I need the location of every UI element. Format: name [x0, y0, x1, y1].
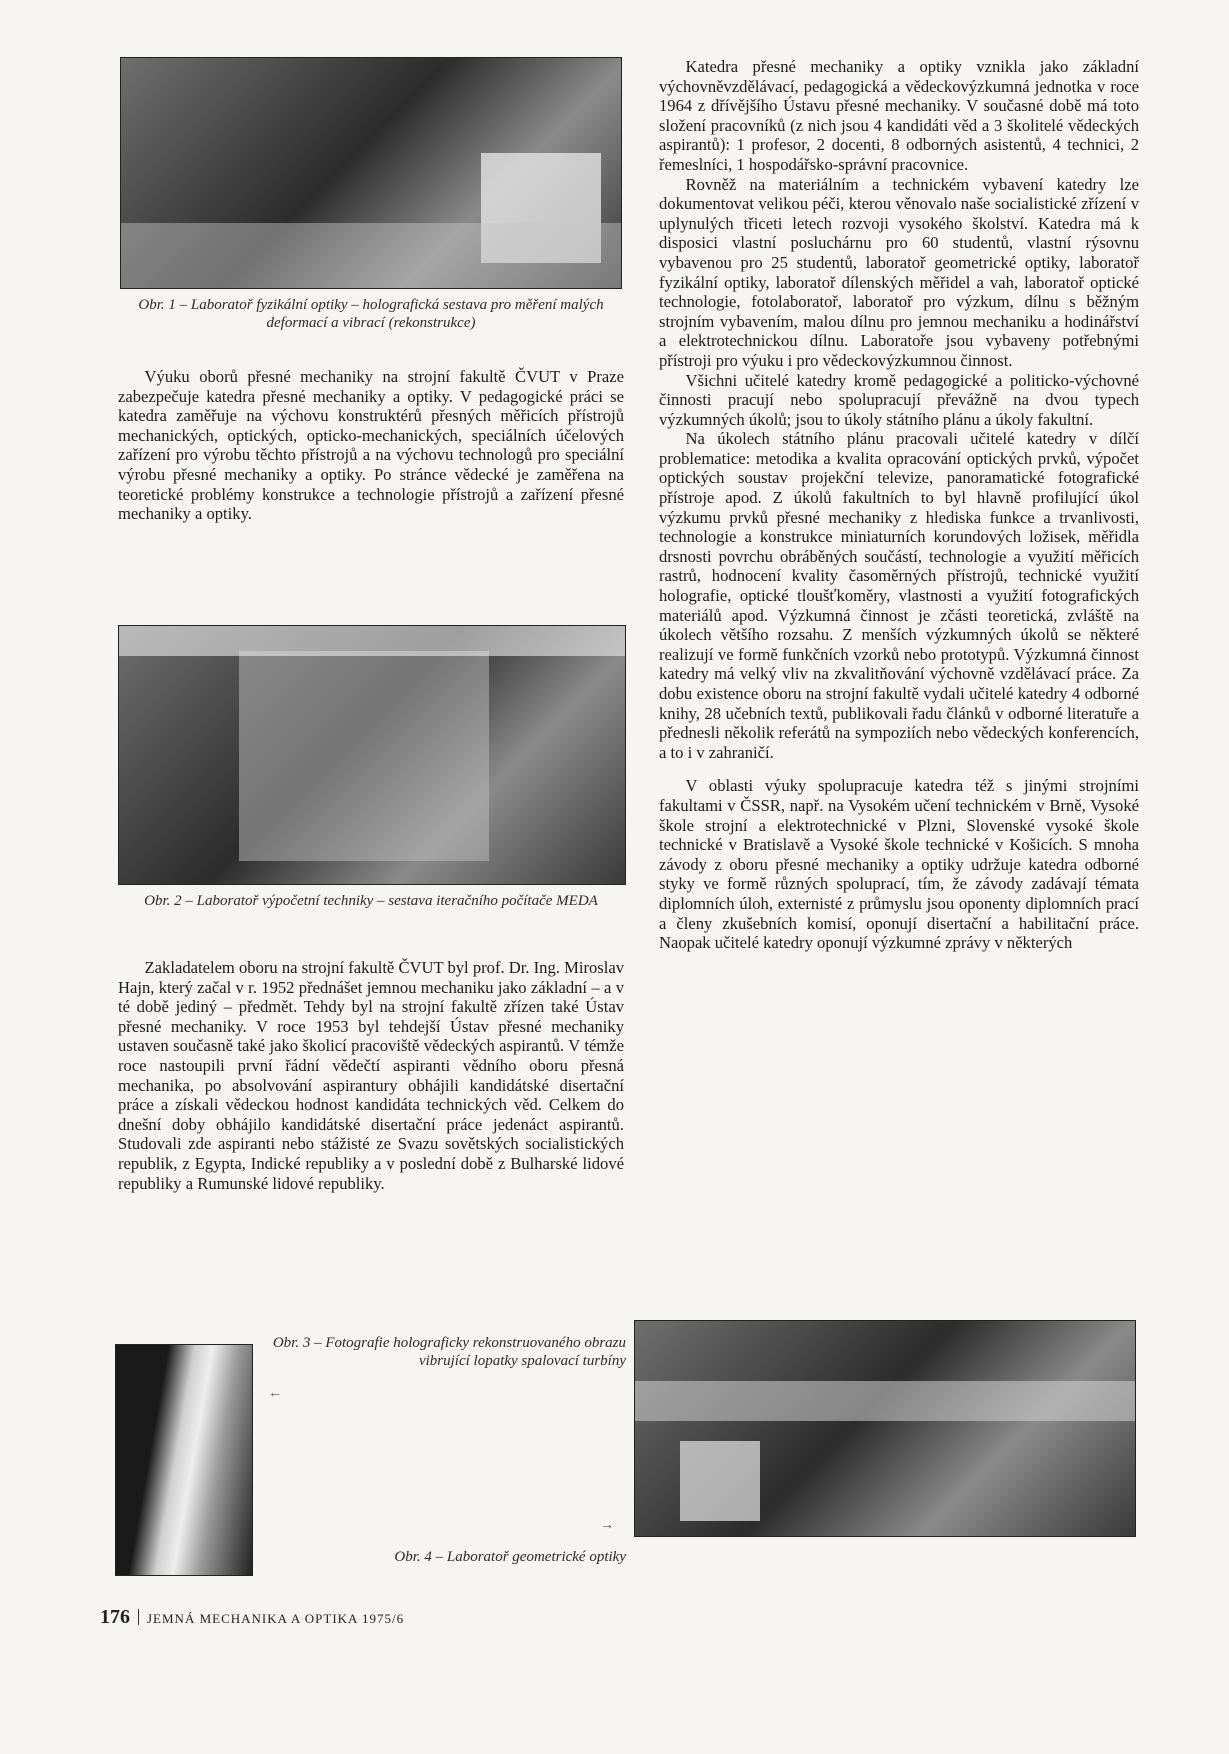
paragraph: V oblasti výuky spolupracuje katedra též s jinými strojními fakultami v ČSSR, např. na Vysokém učení technickém v Brně, Vysoké škole strojní a elektrotechnické v Plzni, Slovenské vysoké škole technické v Bratislavě a Vysoké škole technické v Košicích. S mnoha závody z oboru přesné mechaniky a optiky udržuje katedra odborné styky ve formě různých spoluprací, tím, že závody zadávají témata diplomních úloh, externisté z průmyslu jsou oponenty diplomních prací a členy zkušebních komisí, oponují disertační a habilitační práce. Naopak učitelé katedry oponují výzkumné zprávy v některých [659, 776, 1139, 953]
figure-3-caption: Obr. 3 – Fotografie holograficky rekonstruovaného obrazu vibrující lopatky spalovací turbíny [272, 1335, 626, 1369]
paragraph: Zakladatelem oboru na strojní fakultě ČVUT byl prof. Dr. Ing. Miroslav Hajn, který začal v r. 1952 přednášet jemnou mechaniku jako základní – a v té době jediný – předmět. Tehdy byl na strojní fakultě zřízen také Ústav přesné mechaniky. V roce 1953 byl tehdejší Ústav přesné mechaniky ustaven současně také jako školicí pracoviště vědeckých aspirantů. V témže roce nastoupili první řádní vědečtí aspiranti vědního oboru přesná mechanika, po absolvování aspirantury obhájili kandidátské disertační práce a získali vědeckou hodnost kandidáta technických věd. Celkem do dnešní doby obhájilo kandidátské disertační práce jedenáct aspirantů. Studovali zde aspiranti nebo stážisté ze Svazu sovětských socialistických republik, z Egypta, Indické republiky a v poslední době z Bulharské lidové republiky a Rumunské lidové republiky. [118, 958, 624, 1193]
left-column-top [118, 367, 624, 524]
figure-4-photo [634, 1320, 1136, 1537]
figure-3-photo [115, 1344, 253, 1576]
figure-1-caption: Obr. 1 – Laboratoř fyzikální optiky – holografická sestava pro měření malých deformací a vibrací (rekonstrukce) [138, 297, 604, 331]
page-number: 176 [100, 1606, 130, 1628]
left-arrow-icon: ← [268, 1386, 282, 1401]
paragraph: Všichni učitelé katedry kromě pedagogické a politicko-výchovné činnosti pracují nebo spolupracují převážně na dvou typech výzkumných úkolů; jsou to úkoly státního plánu a úkoly fakultní. [659, 370, 1139, 429]
figure-2-photo [118, 625, 626, 885]
left-column-bottom [118, 958, 624, 1193]
paragraph: Výuku oborů přesné mechaniky na strojní fakultě ČVUT v Praze zabezpečuje katedra přesné mechaniky a optiky. V pedagogické práci se katedra zaměřuje na výchovu konstruktérů přesných měřicích přístrojů mechanických, optických, opticko-mechanických, speciálních účelových zařízení pro výrobu těchto přístrojů a na výchovu technologů pro speciální výrobu přesné mechaniky a optiky. Po stránce vědecké je zaměřena na teoretické problémy konstrukce a technologie přístrojů a zařízení přesné mechaniky a optiky. [118, 367, 624, 524]
footer-divider [138, 1609, 139, 1625]
journal-title: JEMNÁ MECHANIKA A OPTIKA 1975/6 [147, 1611, 405, 1626]
figure-2-caption: Obr. 2 – Laboratoř výpočetní techniky – sestava iteračního počítače MEDA [144, 893, 598, 909]
figure-1-photo [120, 57, 622, 289]
paragraph: Katedra přesné mechaniky a optiky vznikla jako základní výchovněvzdělávací, pedagogická a vědeckovýzkumná jednotka v roce 1964 z dřívějšího Ústavu přesné mechaniky. V současné době má toto složení pracovníků (z nich jsou 4 kandidáti věd a 3 školitelé vědeckých aspirantů): 1 profesor, 2 docenti, 8 odborných asistentů, 4 technici, 2 řemeslníci, 1 hospodářsko-správní pracovnice. [659, 57, 1139, 174]
right-column [659, 57, 1139, 953]
paragraph: Rovněž na materiálním a technickém vybavení katedry lze dokumentovat velikou péči, kterou věnovalo naše socialistické zřízení v uplynulých třiceti letech rozvoji vysokého školství. Katedra má k disposici vlastní posluchárnu pro 60 studentů, vlastní rýsovnu vybavenou pro 25 studentů, laboratoř geometrické optiky, laboratoř fyzikální optiky, laboratoř dílenských měřidel a vah, laboratoř optické technologie, fotolaboratoř, laboratoř pro výzkum, dílnu s běžným strojním vybavením, malou dílnu pro jemnou mechaniku a hodinářství a elektrotechnickou dílnu. Laboratoře jsou vybaveny potřebnými přístroji pro výuku i pro vědeckovýzkumnou činnost. [659, 174, 1139, 370]
paragraph: Na úkolech státního plánu pracovali učitelé katedry v dílčí problematice: metodika a kvalita opracování optických prvků, výpočet optických soustav projekční televize, panoramatické fotografické přístroje apod. Z úkolů fakultních to byl hlavně profilující úkol výzkumu prvků přesné mechaniky z hlediska funkce a trvanlivosti, technologie a konstrukce miniaturních korundových ložisek, měřidla drsnosti povrchu obráběných součástí, technologie a využití měřicích rastrů, hodnocení kvality časoměrných přístrojů, technické využití holografie, optické tloušťkoměry, vlastnosti a využití fotografických materiálů apod. Výzkumná činnost je zčásti teoretická, zvláště na úkolech většího rozsahu. Z menších výzkumných úkolů se některé realizují ve formě funkčních vzorků nebo prototypů. Výzkumná činnost katedry má velký vliv na zkvalitňování výchovně vzdělávací práce. Za dobu existence oboru na strojní fakultě vydali učitelé katedry 4 odborné knihy, 28 učebních textů, publikovali řadu článků v odborné literatuře a přednesli několik referátů na sympoziích nebo vědeckých konferencích, a to i v zahraničí. [659, 429, 1139, 762]
right-arrow-icon: → [600, 1518, 614, 1533]
page-footer [100, 1606, 404, 1629]
figure-4-caption: Obr. 4 – Laboratoř geometrické optiky [394, 1549, 626, 1565]
